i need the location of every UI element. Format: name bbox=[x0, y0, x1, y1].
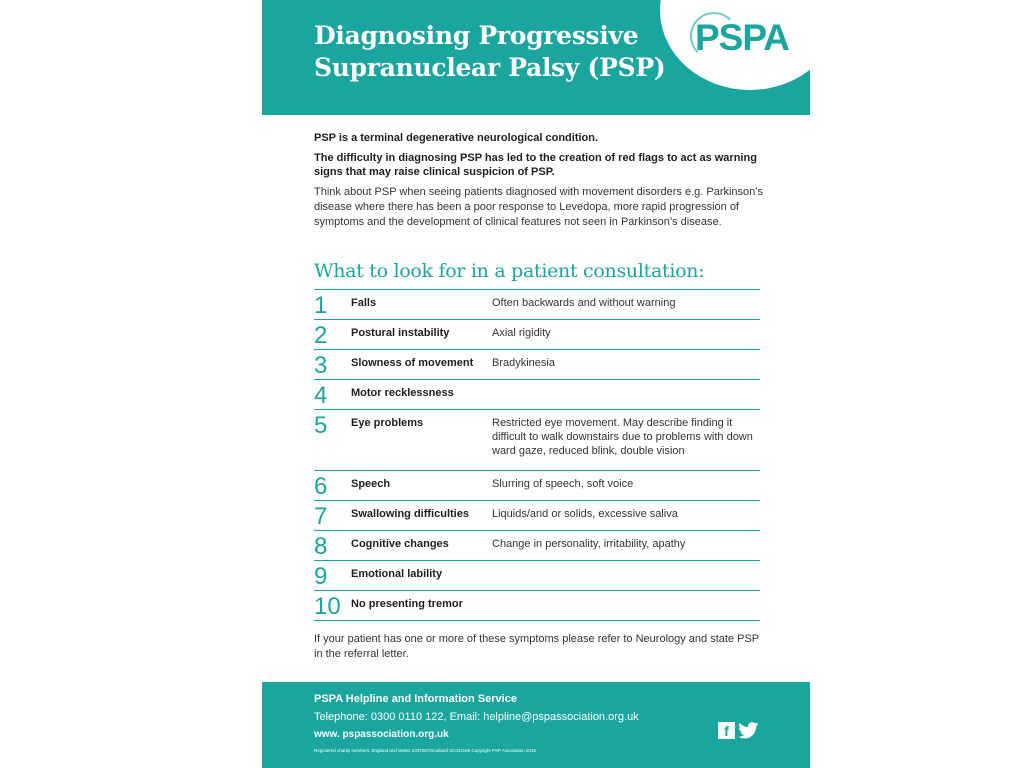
title-line-1: Diagnosing Progressive bbox=[314, 21, 639, 50]
item-number: 2 bbox=[314, 322, 328, 349]
social-links bbox=[718, 722, 759, 739]
item-description: Slurring of speech, soft voice bbox=[492, 478, 634, 490]
helpline-title: PSPA Helpline and Information Service bbox=[314, 693, 517, 705]
item-label: Slowness of movement bbox=[351, 357, 474, 369]
item-number: 3 bbox=[314, 352, 328, 379]
item-number: 5 bbox=[314, 412, 328, 439]
item-number: 9 bbox=[314, 563, 328, 590]
list-item bbox=[314, 500, 760, 530]
page-title bbox=[314, 20, 665, 84]
item-label: Postural instability bbox=[351, 327, 450, 339]
item-label: Motor recklessness bbox=[351, 387, 454, 399]
list-item bbox=[314, 590, 760, 621]
item-label: Cognitive changes bbox=[351, 538, 449, 550]
symptom-list bbox=[314, 289, 760, 621]
pspa-logo: PSPA bbox=[695, 17, 790, 58]
flyer-page bbox=[262, 0, 810, 768]
item-label: Swallowing difficulties bbox=[351, 508, 469, 520]
item-description: Bradykinesia bbox=[492, 357, 555, 369]
item-label: Falls bbox=[351, 297, 377, 309]
item-description: Liquids/and or solids, excessive saliva bbox=[492, 508, 678, 520]
list-item bbox=[314, 560, 760, 590]
registered-charity-note: Registered charity numbers: England and Wales 1037087/Scotland SC041199 Copyright PSP Association 2015 bbox=[314, 748, 537, 753]
list-item bbox=[314, 530, 760, 560]
item-description: Change in personality, irritability, apathy bbox=[492, 538, 686, 550]
item-number: 6 bbox=[314, 473, 328, 500]
intro-line-3: Think about PSP when seeing patients diagnosed with movement disorders e.g. Parkinson’s disease where there has been a poor response to Levedopa, more rapid progression of symptoms and the development of clinical features not seen in Parkinson’s disease. bbox=[314, 186, 764, 228]
website-link[interactable]: www. pspassociation.org.uk bbox=[314, 729, 449, 740]
item-label: Emotional lability bbox=[351, 568, 443, 580]
footer-banner bbox=[262, 682, 810, 768]
list-item bbox=[314, 319, 760, 349]
item-number: 4 bbox=[314, 382, 328, 409]
contact-info: Telephone: 0300 0110 122, Email: helpline@pspassociation.org.uk bbox=[314, 711, 639, 723]
referral-note: If your patient has one or more of these symptoms please refer to Neurology and state PSP in the referral letter. bbox=[314, 633, 759, 660]
intro-text bbox=[314, 131, 764, 236]
item-number: 8 bbox=[314, 533, 328, 560]
header-banner bbox=[262, 0, 810, 115]
list-item bbox=[314, 289, 760, 319]
item-label: No presenting tremor bbox=[351, 598, 463, 610]
item-number: 1 bbox=[314, 292, 328, 319]
facebook-icon[interactable]: f bbox=[718, 722, 735, 739]
title-line-2: Supranuclear Palsy (PSP) bbox=[314, 53, 666, 82]
item-label: Speech bbox=[351, 478, 391, 490]
item-number: 7 bbox=[314, 503, 328, 530]
section-title: What to look for in a patient consultation: bbox=[314, 260, 705, 282]
item-description: Restricted eye movement. May describe finding it difficult to walk downstairs due to problems with down ward gaze, reduced blink, double vision bbox=[492, 417, 753, 457]
item-description: Often backwards and without warning bbox=[492, 297, 676, 309]
list-item bbox=[314, 470, 760, 500]
list-item bbox=[314, 409, 760, 470]
item-description: Axial rigidity bbox=[492, 327, 551, 339]
twitter-icon[interactable] bbox=[738, 722, 759, 739]
item-number: 10 bbox=[314, 593, 341, 620]
item-label: Eye problems bbox=[351, 417, 424, 429]
intro-line-1: PSP is a terminal degenerative neurological condition. bbox=[314, 132, 599, 144]
list-item bbox=[314, 379, 760, 409]
intro-line-2: The difficulty in diagnosing PSP has led to the creation of red flags to act as warning signs that may raise clinical suspicion of PSP. bbox=[314, 152, 757, 178]
list-item bbox=[314, 349, 760, 379]
